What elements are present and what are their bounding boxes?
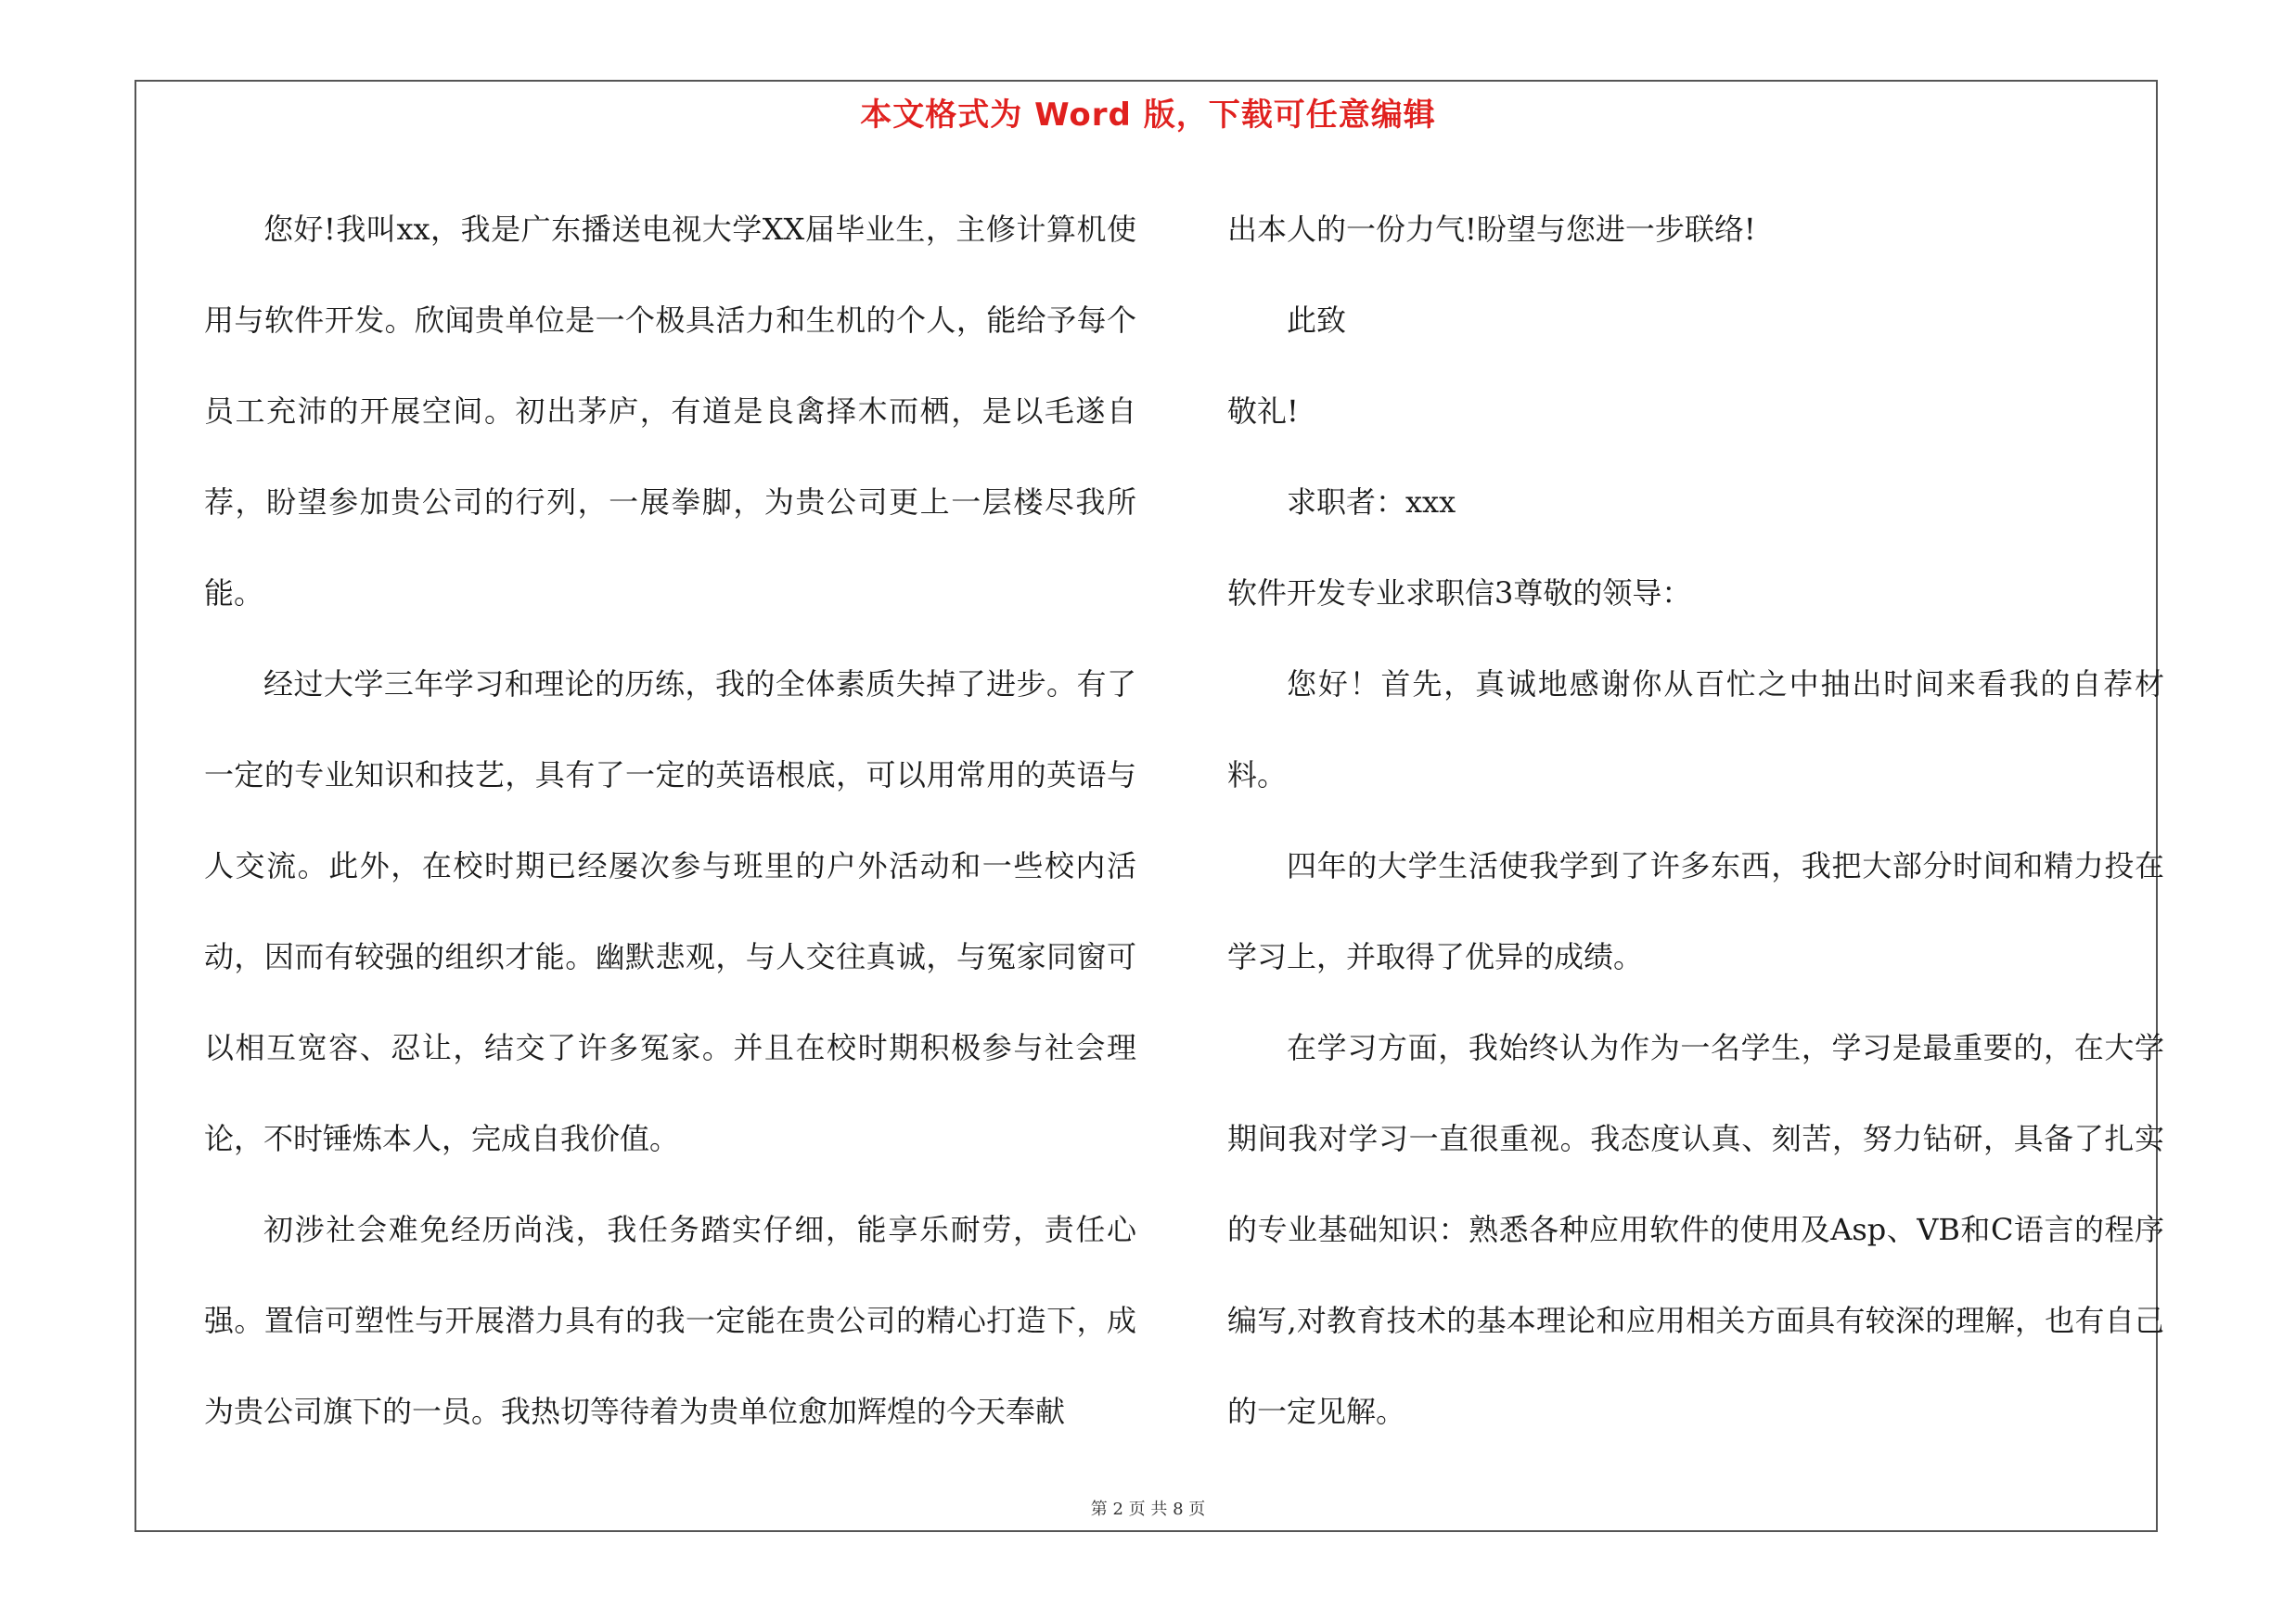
left-column <box>204 184 1136 1457</box>
right-column <box>1227 184 2164 1457</box>
paragraph: 您好!我叫xx，我是广东播送电视大学XX届毕业生，主修计算机使用与软件开发。欣闻贵单位是一个极具活力和生机的个人，能给予每个员工充沛的开展空间。初出茅庐，有道是良禽择木而栖，是以毛遂自荐，盼望参加贵公司的行列，一展拳脚，为贵公司更上一层楼尽我所能。 <box>204 212 1136 611</box>
closing-salutation: 此致 <box>1287 303 1347 338</box>
paragraph: 经过大学三年学习和理论的历练，我的全体素质失掉了进步。有了一定的专业知识和技艺，具有了一定的英语根底，可以用常用的英语与人交流。此外，在校时期已经屡次参与班里的户外活动和一些校内活动，因而有较强的组织才能。幽默悲观，与人交往真诚，与冤家同窗可以相互宽容、忍让，结交了许多冤家。并且在校时期积极参与社会理论，不时锤炼本人，完成自我价值。 <box>204 666 1136 1156</box>
page-number: 第 2 页 共 8 页 <box>1090 1500 1206 1519</box>
section-heading: 软件开发专业求职信3尊敬的领导： <box>1227 575 1692 611</box>
signature: 求职者：xxx <box>1287 484 1456 520</box>
closing-regards: 敬礼! <box>1227 393 1299 429</box>
paragraph: 四年的大学生活使我学到了许多东西，我把大部分时间和精力投在学习上，并取得了优异的成绩。 <box>1227 848 2164 974</box>
paragraph: 在学习方面，我始终认为作为一名学生，学习是最重要的，在大学期间我对学习一直很重视。我态度认真、刻苦，努力钻研，具备了扎实的专业基础知识：熟悉各种应用软件的使用及Asp、VB和C语言的程序编写,对教育技术的基本理论和应用相关方面具有较深的理解，也有自己的一定见解。 <box>1227 1030 2164 1429</box>
paragraph: 您好！首先，真诚地感谢你从百忙之中抽出时间来看我的自荐材料。 <box>1227 666 2164 792</box>
header-banner: 本文格式为 Word 版，下载可任意编辑 <box>860 97 1436 134</box>
continuation-text: 出本人的一份力气!盼望与您进一步联络! <box>1227 212 1756 247</box>
paragraph: 初涉社会难免经历尚浅，我任务踏实仔细，能享乐耐劳，责任心强。置信可塑性与开展潜力具有的我一定能在贵公司的精心打造下，成为贵公司旗下的一员。我热切等待着为贵单位愈加辉煌的今天奉献 <box>204 1212 1136 1429</box>
